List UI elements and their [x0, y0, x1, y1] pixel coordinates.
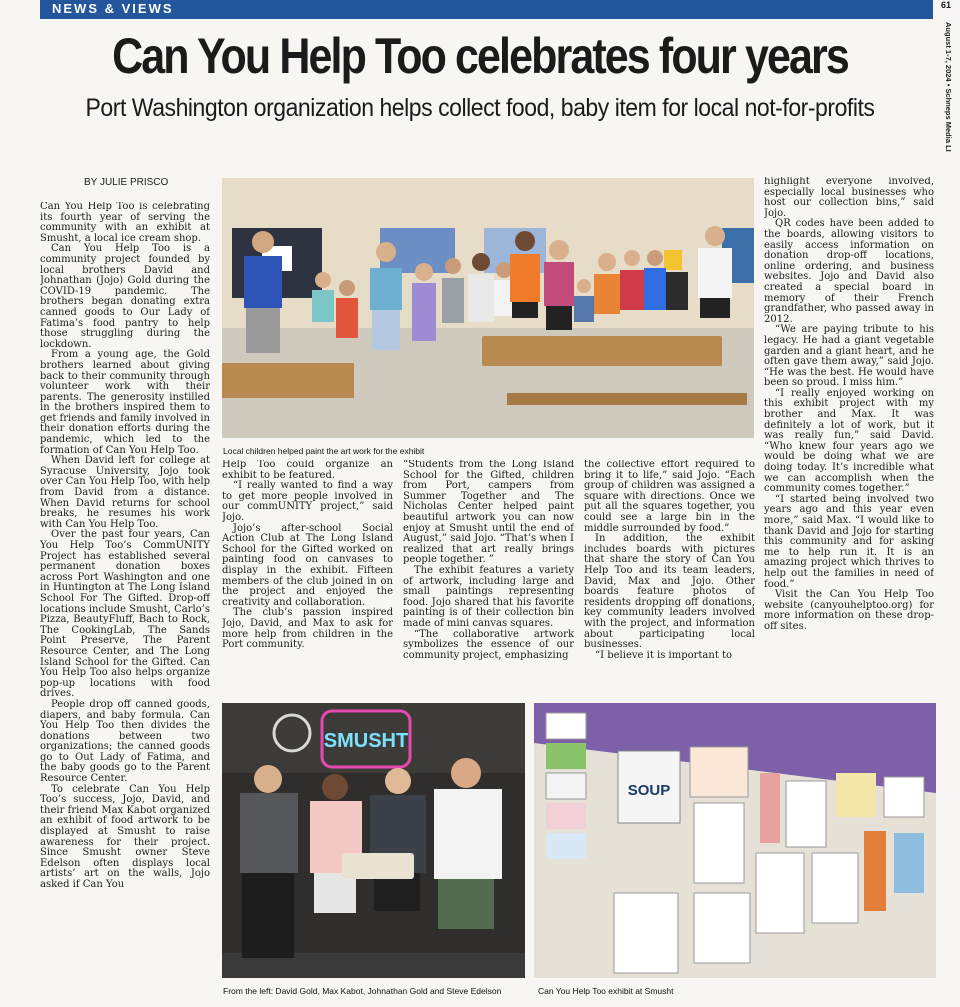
top-photo-caption: Local children helped paint the art work for the exhibit [223, 446, 425, 456]
paragraph: Help Too could organize an exhibit to be featured. [222, 460, 393, 481]
soup-label: SOUP [627, 782, 671, 799]
paragraph: To celebrate Can You Help Too’s success, Jojo, David, and their friend Max Kabot organized an exhibit of food artwork to be displayed at Smusht to raise awareness for their project. Since Smusht owner Steve Edelson often displays local artists’ art on the walls, Jojo asked if Can You [40, 783, 210, 890]
paragraph: “I really enjoyed working on this exhibit project with my brother and Max. It was definitely a lot of work, but it was really fun,” said David. “Who knew four years ago we would be doing what we are doing today. It’s incredible what we can accomplish when the community comes together.” [764, 387, 934, 495]
paragraph: highlight everyone involved, especially local businesses who host our collection bins,” said Jojo. [764, 177, 934, 219]
paragraph: “I started being involved two years ago and this year even more,” said Max. “I would like to thank David and Jojo for starting this community and for asking me to help run it. It is an amazing project which thrives to help out the families in need of food.” [764, 493, 934, 590]
paragraph: Over the past four years, Can You Help Too’s CommUNITY Project has established several permanent donation boxes across Port Washington and one in Huntington at The Long Island School For The Gifted. Drop-off locations include Smusht, Carlo’s Pizza, BeautyFluff, Bach to Rock, The CookingLab, The Sands Point Preserve, The Parent Resource Center, and The Long Island School for the Gifted. Can You Help Too also helps organize pop-up locations with food drives. [40, 529, 210, 700]
paragraph: QR codes have been added to the boards, allowing visitors to easily access information on donation drop-off locations, online ordering, and business websites. Jojo and David also created a special board in memory of their French grandfather, who passed away in 2012. [764, 218, 934, 325]
paragraph: “I really wanted to find a way to get more people involved in our commUNITY project,” said Jojo. [222, 480, 393, 523]
section-tag: NEWS & VIEWS [52, 1, 174, 16]
paragraph: The exhibit features a variety of artwork, including large and small paintings representing food. Jojo shared that his favorite painting is of their collection bin made of mini canvas squares. [403, 564, 574, 629]
paragraph: Visit the Can You Help Too website (canyouhelptoo.org) for more information on these drop-off sites. [764, 589, 934, 632]
paragraph: “We are paying tribute to his legacy. He had a giant vegetable garden and a giant heart, and he often gave them away,” said Jojo. “He was the best. He would have been so proud. I miss him.” [764, 324, 934, 389]
page-number: 61 [941, 0, 952, 10]
paragraph: The club’s passion inspired Jojo, David, and Max to ask for more help from children in the Port community. [222, 607, 393, 651]
left-photo-caption: From the left: David Gold, Max Kabot, Johnathan Gold and Steve Edelson [223, 986, 502, 996]
paragraph: “I believe it is important to [595, 649, 733, 661]
headline: Can You Help Too celebrates four years [112, 28, 848, 84]
paragraph: In addition, the exhibit includes boards with pictures that share the story of Can You Help Too and its team leaders, David, Max and Jojo. Other boards feature photos of residents dropping off donations, key community leaders involved with the project, and information about participating local businesses. [584, 533, 755, 651]
paragraph: Can You Help Too is celebrating its fourth year of serving the community with an exhibit at Smusht, a local ice cream shop. [40, 202, 210, 244]
article-column-4 [584, 460, 755, 698]
paragraph: “Students from the Long Island School for the Gifted, children from Port, campers from Summer Together and The Nicholas Center helped paint beautiful artwork you can now enjoy at Smusht until the end of August,” said Jojo. “That’s when I realized that art really brings people together. ” [403, 460, 574, 566]
article-column-5 [764, 177, 934, 697]
sidebar-date: August 1-7, 2024 • Schneps Media LI [944, 22, 953, 152]
paragraph: “The collaborative artwork symbolizes the essence of our community project, emphasizing [403, 628, 574, 661]
children-group-photo [222, 178, 754, 438]
article-column-3 [403, 460, 574, 698]
exhibit-wall-photo [534, 703, 936, 978]
smusht-group-photo [222, 703, 525, 978]
paragraph: People drop off canned goods, diapers, and baby formula. Can You Help Too then divides the donations between two organizations; the canned goods go to Out Lady of Fatima, and the baby goods go to the Parent Resource Center. [40, 698, 210, 785]
subheadline: Port Washington organization helps collect food, baby item for local not-for-profits [85, 94, 875, 122]
paragraph: When David left for college at Syracuse University, Jojo took over Can You Help Too, with help from David from a distance. When David returns for school breaks, he resumes his work with Can You Help Too. [40, 455, 210, 530]
byline: BY JULIE PRISCO [84, 177, 169, 188]
paragraph: Can You Help Too is a community project founded by local brothers David and Johnathan (Jojo) Gold during the COVID-19 pandemic. The brothers began donating extra canned goods to Our Lady of Fatima’s food pantry to help those struggling during the lockdown. [40, 243, 210, 350]
article-column-2 [222, 460, 393, 698]
paragraph: the collective effort required to bring it to life,” said Jojo. “Each group of children was assigned a square with directions. Once we put all the squares together, you could see a large bin in the middle surrounded by food.” [584, 460, 755, 534]
paragraph: Jojo’s after-school Social Action Club at The Long Island School for the Gifted worked on painting food on canvases to display in the exhibit. Fifteen members of the club joined in on the project and enjoyed the creativity and collaboration. [222, 522, 393, 608]
article-column-1 [40, 202, 210, 1007]
right-photo-caption: Can You Help Too exhibit at Smusht [538, 986, 674, 996]
neon-sign: SMUSHT [323, 730, 409, 752]
paragraph: From a young age, the Gold brothers learned about giving back to their community through volunteer work with their parents. The generosity instilled in the brothers inspired them to get friends and family involved in their donation efforts during the pandemic, which led to the formation of Can You Help Too. [40, 349, 210, 456]
section-bar [40, 0, 933, 19]
